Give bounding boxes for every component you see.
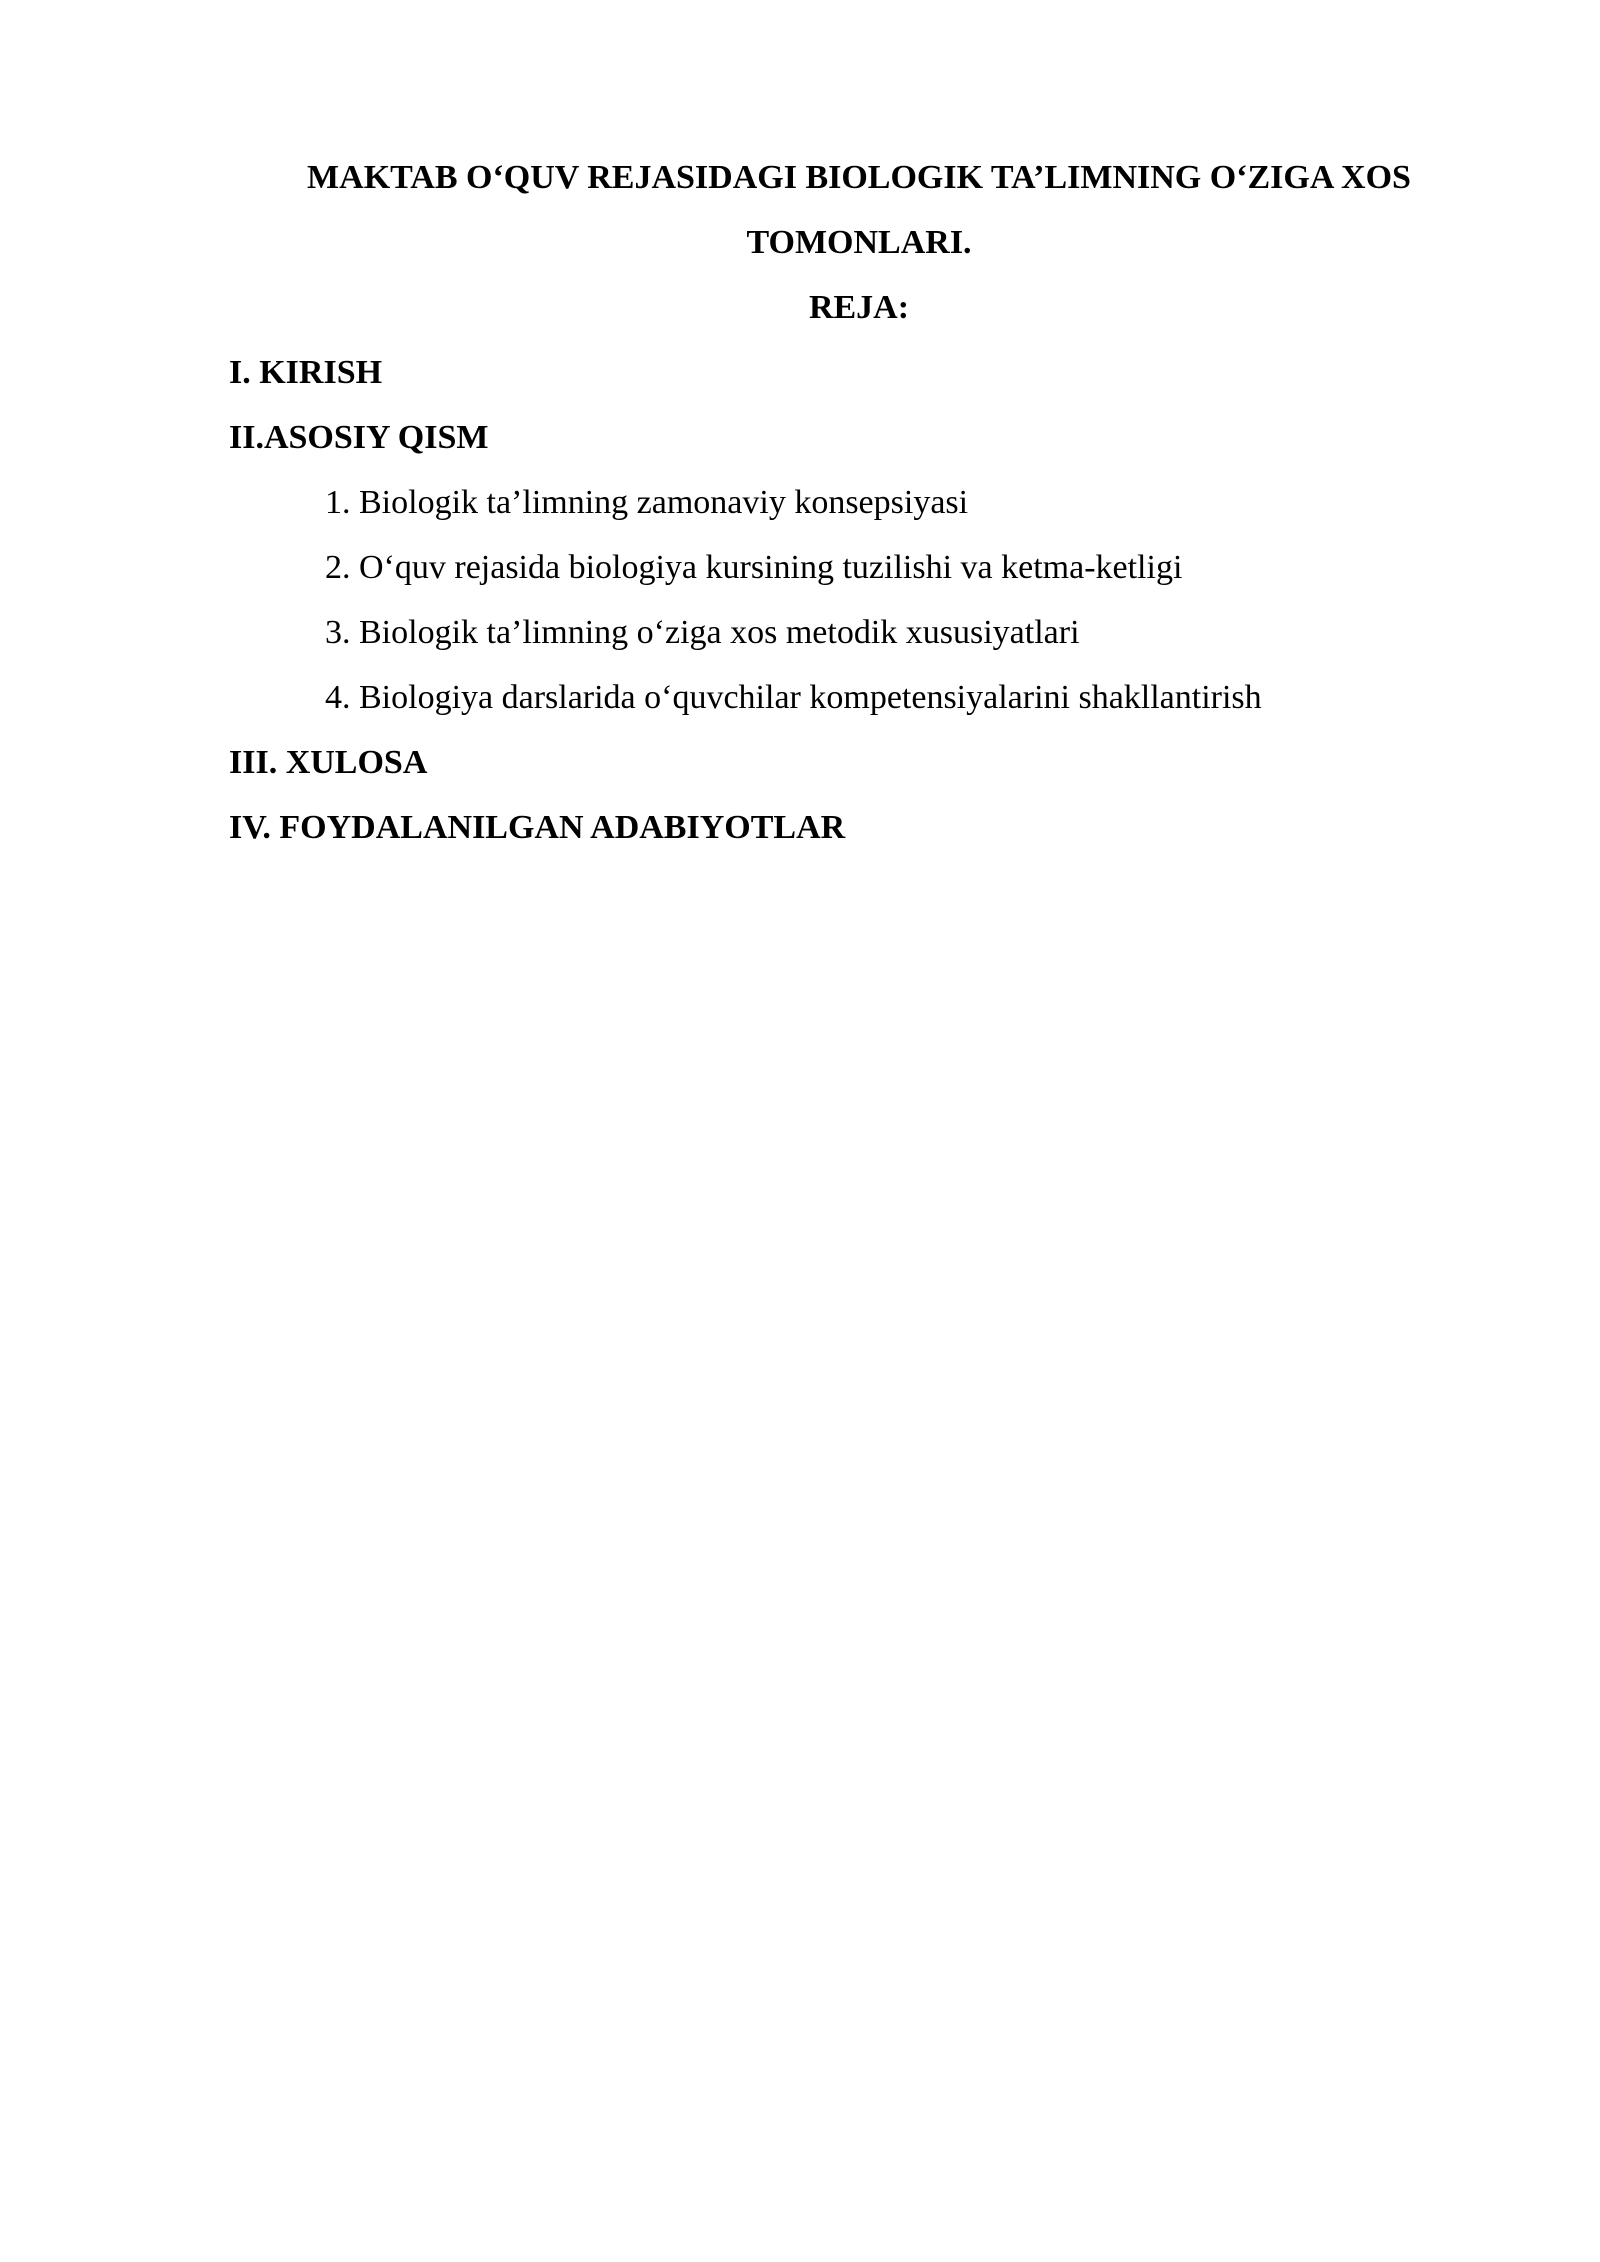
- section-main-part: II.ASOSIY QISM: [229, 419, 489, 456]
- title-line-1: MAKTAB O‘QUV REJASIDAGI BIOLOGIK TA’LIMNING O‘ZIGA XOS: [307, 159, 1411, 196]
- subitem-4: 4. Biologiya darslarida o‘quvchilar kompetensiyalarini shakllantirish: [325, 679, 1262, 716]
- section-conclusion: III. XULOSA: [229, 744, 428, 781]
- document-content: [229, 145, 1489, 860]
- section-introduction: I. KIRISH: [229, 354, 383, 391]
- subitem-2: 2. O‘quv rejasida biologiya kursining tuzilishi va ketma-ketligi: [325, 549, 1183, 586]
- subitem-3: 3. Biologik ta’limning o‘ziga xos metodik xususiyatlari: [325, 614, 1080, 651]
- plan-heading: REJA:: [808, 289, 910, 326]
- section-references: IV. FOYDALANILGAN ADABIYOTLAR: [229, 809, 846, 846]
- subitem-1: 1. Biologik ta’limning zamonaviy konsepsiyasi: [325, 484, 969, 521]
- title-line-2: TOMONLARI.: [746, 224, 972, 261]
